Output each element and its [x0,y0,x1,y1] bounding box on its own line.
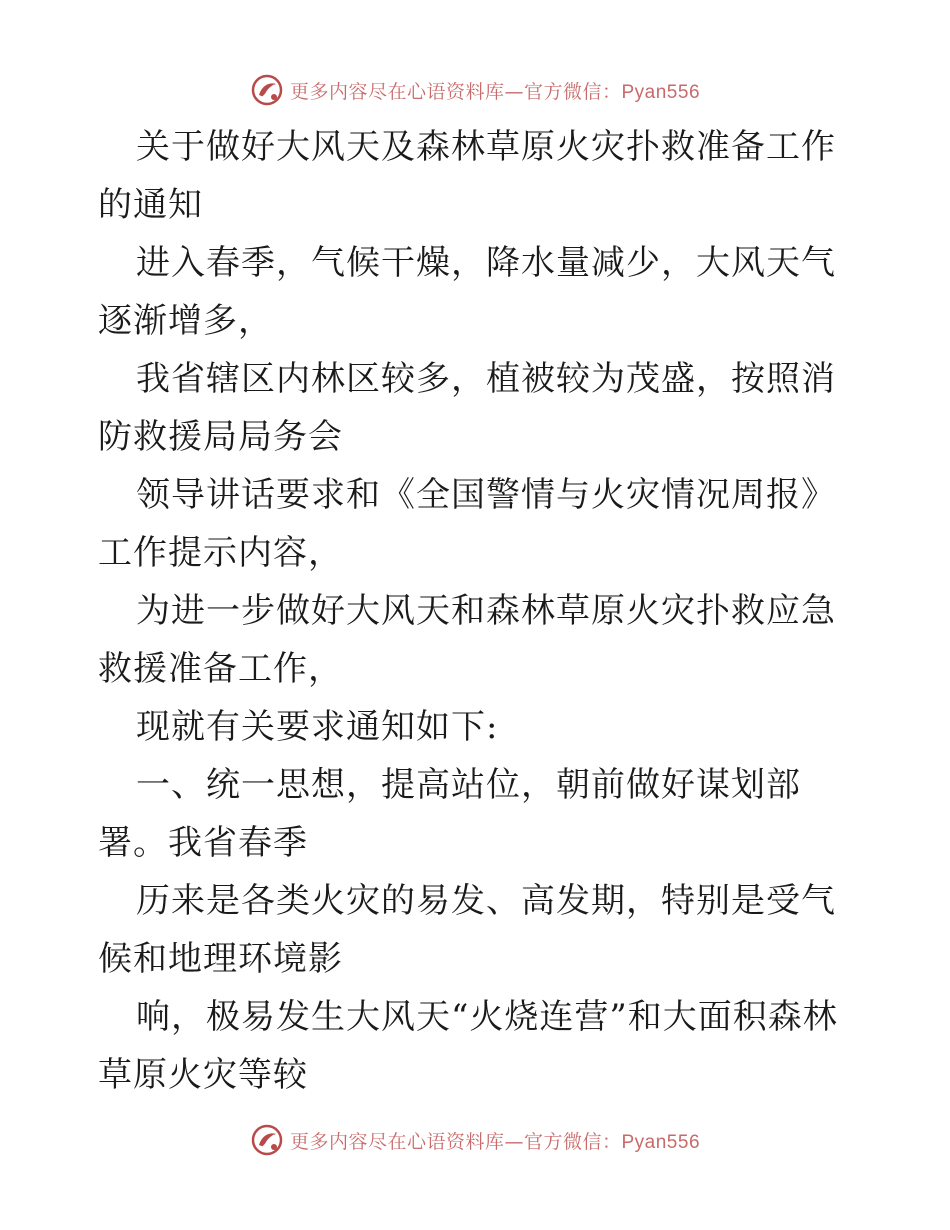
document-body [98,118,858,1104]
paragraph: 进入春季，气候干燥，降水量减少，大风天气逐渐增多， [98,243,836,341]
watermark-text: 更多内容尽在心语资料库—官方微信：Pyan556 [289,1130,701,1153]
document-title: 关于做好大风天及森林草原火灾扑救准备工作的通知 [98,127,836,225]
brand-logo-icon [250,73,284,107]
paragraph: 历来是各类火灾的易发、高发期，特别是受气候和地理环境影 [98,881,836,979]
paragraph: 我省辖区内林区较多，植被较为茂盛，按照消防救援局局务会 [98,359,836,457]
paragraph: 响，极易发生大风天“火烧连营”和大面积森林草原火灾等较 [98,997,838,1095]
wechat-id: Pyan556 [621,1131,701,1153]
paragraph: 为进一步做好大风天和森林草原火灾扑救应急救援准备工作， [98,591,836,689]
paragraph: 领导讲话要求和《全国警情与火灾情况周报》工作提示内容， [98,475,836,573]
paragraph: 一、统一思想，提高站位，朝前做好谋划部署。我省春季 [98,765,801,863]
wechat-id: Pyan556 [621,81,701,103]
watermark-text: 更多内容尽在心语资料库—官方微信：Pyan556 [289,80,701,103]
brand-logo-icon [250,1123,284,1157]
footer-watermark [0,1120,950,1160]
header-watermark [0,70,950,110]
paragraph: 现就有关要求通知如下: [136,707,499,747]
